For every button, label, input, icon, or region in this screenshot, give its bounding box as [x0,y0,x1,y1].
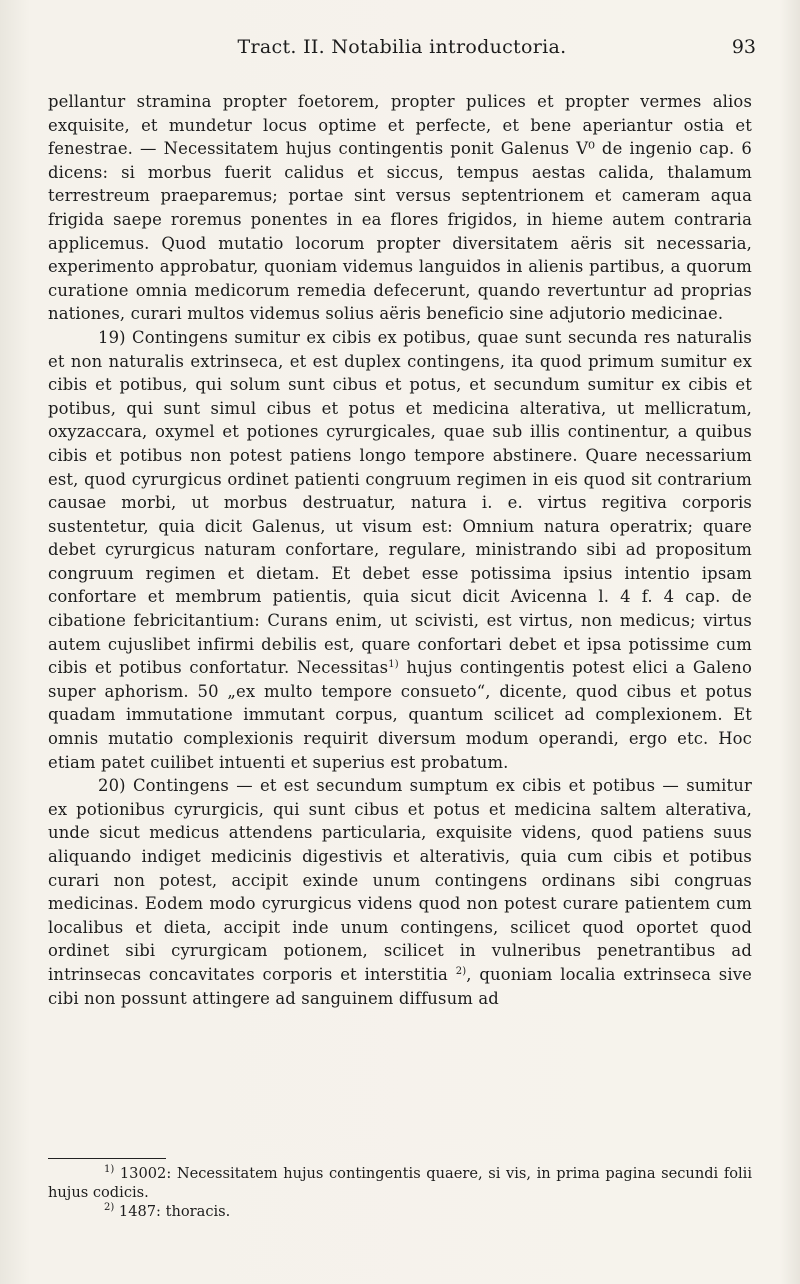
footnotes [48,1164,752,1221]
running-title: Tract. II. Notabilia introductoria. [237,36,567,58]
footnote-1 [48,1164,752,1202]
body-text [48,90,752,1010]
paragraph-20-text: 20) Contingens — et est secundum sumptum ex cibis et potibus — sumitur ex potionibus cyrurgicis, qui sunt cibus et potus et medicina saltem alterativa, unde sicut medicus attendens particularia, exquisite videns, quod patiens suus aliquando indiget medicinis digestivis et alterativis, quia cum cibis et potibus curari non potest, accipit exinde unum contingens ordinans sibi congruas medicinas. Eodem modo cyrurgicus videns quod non potest curare patientem cum localibus et dieta, accipit inde unum contingens, scilicet quod oportet quod ordinet sibi cyrurgicam potionem, scilicet in vulneribus penetrantibus ad intrinsecas concavitates corporis et interstitia [48,776,752,984]
running-head [48,36,756,64]
footnote-rule [48,1158,166,1159]
paragraph-19 [48,326,752,774]
footnote-mark-1-number: 1 [388,659,395,671]
footnote-mark-2: 2) [455,965,467,977]
paragraph-continued: pellantur stramina propter foetorem, propter pulices et propter vermes alios exquisite, et mundetur locus optime et perfecte, et bene aperiantur ostia et fenestrae. — Necessitatem hujus contingentis ponit Galenus V⁰ de ingenio cap. 6 dicens: si morbus fuerit calidus et siccus, tempus aestas calida, thalamum terrestreum praeparemus; portae sint versus septentrionem et cameram aqua frigida saepe roremus ponentes in ea flores frigidos, in hieme autem contraria applicemus. Quod mutatio locorum propter diversitatem aëris sit necessaria, experimento approbatur, quoniam videmus languidos in alienis partibus, a quorum curatione omnia medicorum remedia defecerunt, quando revertuntur ad proprias nationes, curari multos videmus solius aëris beneficio sine adjutorio medicinae. [48,92,752,324]
footnote-2-mark: 2) [104,1202,115,1213]
footnote-2 [48,1202,752,1221]
paragraph-20 [48,774,752,1010]
necessitas-word: Necessitas [296,658,389,678]
footnote-2-text: 1487: thoracis. [118,1203,231,1220]
paragraph-19-continuation: hujus contingentis potest elici a Galeno super aphorism. 50 „ex multo tempore consueto“, dicente, quod cibus et potus quadam immutatione immutant corpus, quantum scilicet ad complexionem. Et omnis mutatio complexionis requirit diversum modum operandi, ergo etc. Hoc etiam patet cuilibet intuenti et superius est probatum. [48,658,752,772]
footnote-1-text: 13002: Necessitatem hujus contingentis quaere, si vis, in prima pagina secundi folii hujus codicis. [48,1165,753,1201]
page-number: 93 [731,36,756,58]
footnote-2-mark-number: 2 [104,1202,111,1213]
paragraph-19-text: 19) Contingens sumitur ex cibis ex potibus, quae sunt secunda res naturalis et non naturalis extrinseca, et est duplex contingens, ita quod primum sumitur ex cibis et potibus, qui solum sunt cibus et potus, et secundum sumitur ex cibis et potibus, qui sunt simul cibus et potus et medicina alterativa, ut mellicratum, oxyzaccara, oxymel et potiones cyrurgicales, quae sub illis continentur, a quibus cibis et potibus non potest patiens longo tempore abstinere. Quare necessarium est, quod cyrurgicus ordinet patienti congruum regimen in eis quod sit contrarium causae morbi, ut morbus destruatur, natura i. e. virtus regitiva corporis sustentetur, quia dicit Galenus, ut visum est: Omnium natura operatrix; quare debet cyrurgicus naturam confortare, regulare, ministrando sibi ad propositum congruum regimen et dietam. Et debet esse potissima ipsius intentio ipsam confortare et membrum patientis, quia sicut dicit Avicenna l. 4 f. 4 cap. de cibatione febricitantium: Curans enim, ut scivisti, est virtus, non medicus; virtus autem cujuslibet infirmi debilis est, quare confortari debet et ipsa potissime cum cibis et potibus confortatur. [48,327,752,678]
footnote-1-mark-number: 1 [104,1164,111,1175]
footnote-mark-1: 1) [388,659,399,671]
footnote-1-mark: 1) [104,1164,115,1175]
paragraph-20-end: , quoniam localia extrinseca sive cibi non possunt attingere ad sanguinem diffusum ad [48,964,752,1008]
footnote-mark-2-number: 2 [455,965,463,977]
